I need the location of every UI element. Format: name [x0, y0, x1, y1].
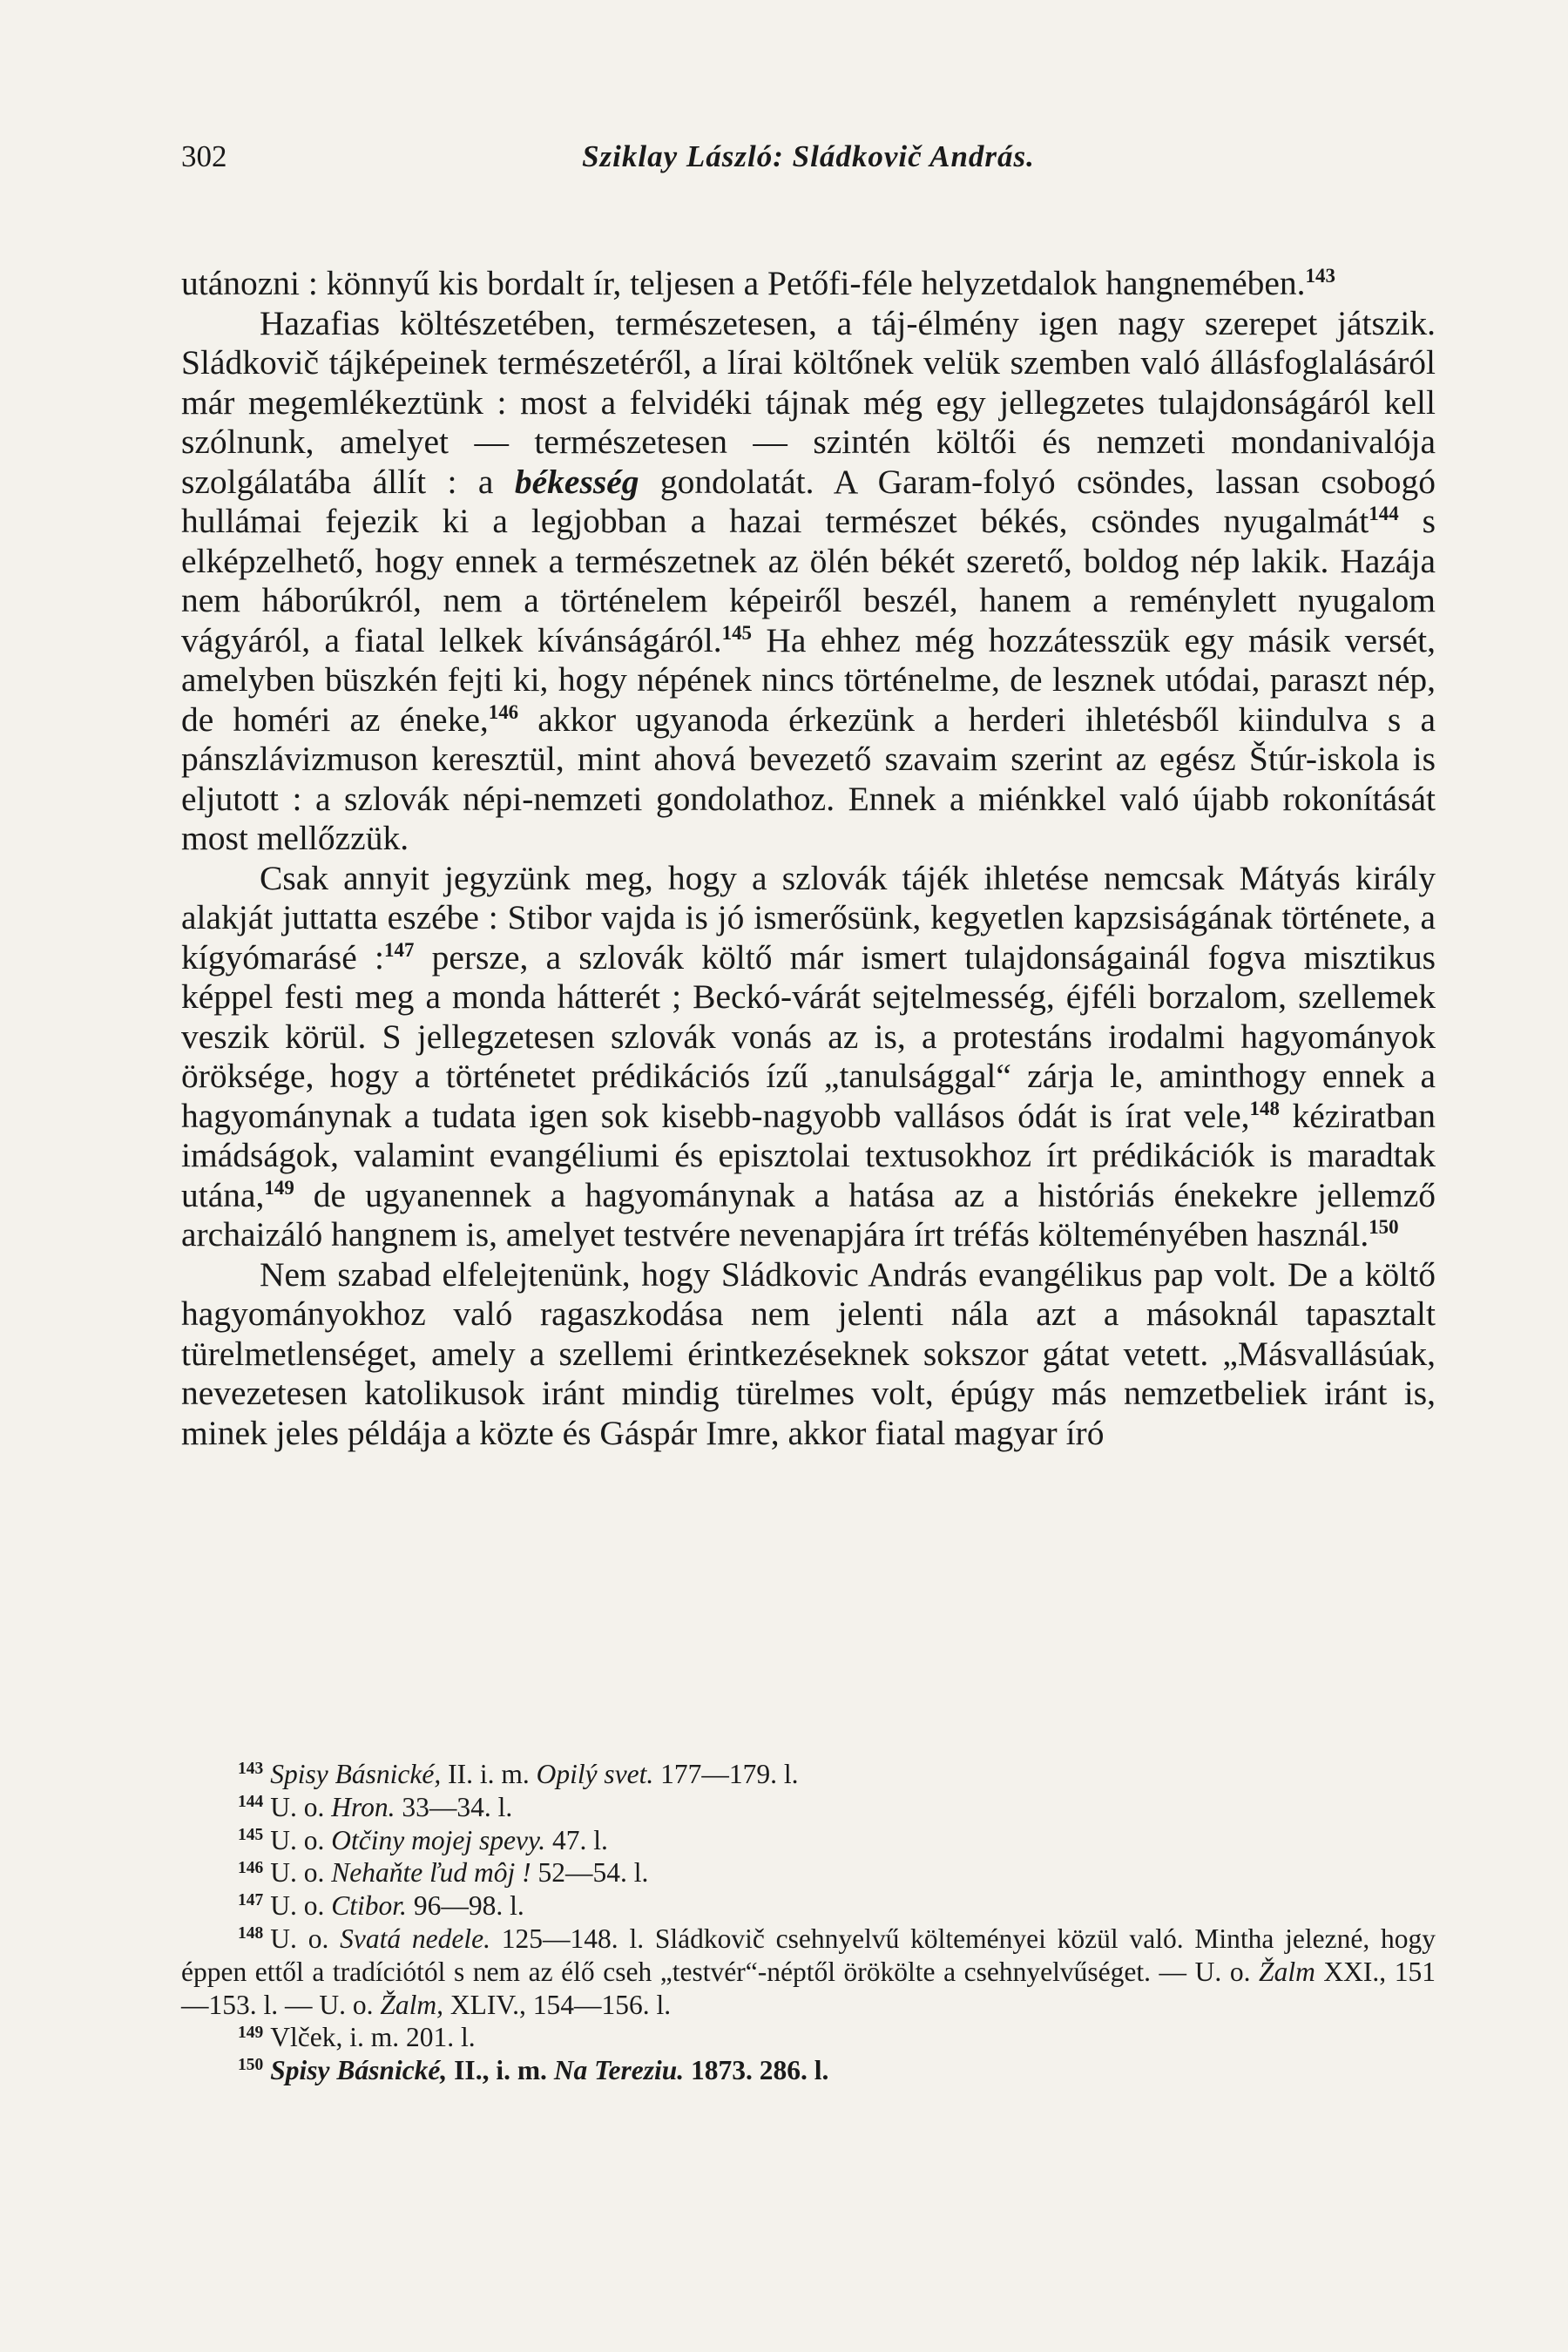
footnote-146 — [181, 1856, 1436, 1889]
footnote-145 — [181, 1824, 1436, 1857]
paragraph-text: utánozni : könnyű kis bordalt ír, teljesen a Petőfi-féle helyzetdalok hangnemében. — [181, 264, 1306, 302]
paragraph-4 — [181, 1255, 1436, 1454]
footnote-title: Žalm — [1259, 1956, 1315, 1987]
paragraph-1 — [181, 264, 1436, 304]
paragraph-text: s elképzelhető, hogy ennek a természetnek az ölén békét szerető, boldog nép lakik. Hazája nem háborúkról, nem a történelem képeiről beszél, hanem a reménylett nyugalom vágyáról, a fiatal lelkek kívánságáról. — [181, 502, 1436, 659]
footnote-text: XLIV., 154—156. l. — [443, 1989, 672, 2020]
footnote-text: U. o. — [270, 1824, 332, 1855]
paragraph-text: Hazafias költészetében, természetesen, a táj-élmény igen nagy szerepet játszik. Sládkovič tájképeinek természetéről, a lírai költőnek velük szemben való állásfoglalásáról már megemlékeztünk : most a felvidéki tájnak még egy jellegzetes tulajdonságáról kell szólnunk, amelyet — természetesen — szintén költői és nemzeti mondanivalója szolgálatába állít : a — [181, 303, 1436, 501]
footnote-147 — [181, 1889, 1436, 1923]
footnote-text: 125—148. l. Sládkovič csehnyelvű költeményei közül való. Mintha jelezné, hogy éppen ettől a tradíciótól s nem az élő cseh „testvér“-néptől örökölte a csehnyelvűséget. — U. o. — [181, 1923, 1436, 1987]
footnote-150 — [181, 2054, 1436, 2087]
footnote-144 — [181, 1791, 1436, 1824]
footnote-title: Ctibor. — [331, 1890, 407, 1922]
footnote-title: Nehaňte ľud môj ! — [331, 1857, 531, 1889]
page-number: 302 — [181, 139, 227, 173]
footnote-title: Žalm, — [380, 1989, 444, 2020]
footnote-ref-148: 148 — [1249, 1097, 1280, 1119]
footnote-title: Spisy Básnické, — [270, 2055, 448, 2086]
footnote-ref-145: 145 — [721, 621, 752, 644]
footnote-ref-150: 150 — [1369, 1215, 1399, 1238]
footnote-title: Hron. — [331, 1791, 395, 1822]
paragraph-text: Csak annyit jegyzünk meg, hogy a szlovák tájék ihletése nemcsak Mátyás király alakját juttatta eszébe : Stibor vajda is jó ismerősünk, kegyetlen kapzsiságának története, a kígyómarásé : — [181, 858, 1436, 977]
footnote-148 — [181, 1923, 1436, 2021]
footnote-text: 1873. 286. l. — [684, 2055, 829, 2086]
footnote-number: 143 — [238, 1760, 264, 1779]
footnote-ref-147: 147 — [384, 938, 415, 961]
footnote-ref-146: 146 — [488, 700, 519, 723]
footnote-title: Na Tereziu. — [553, 2055, 685, 2086]
paragraph-text: gondolatát. A Garam-folyó csöndes, lassan csobogó hullámai fejezik ki a legjobban a hazai természet békés, csöndes nyugalmát — [181, 462, 1436, 540]
footnote-text: U. o. — [270, 1857, 332, 1889]
footnote-text: U. o. — [270, 1890, 332, 1922]
footnote-number: 150 — [238, 2056, 264, 2075]
footnote-title: Spisy Básnické, — [270, 1759, 442, 1789]
footnote-number: 145 — [238, 1825, 264, 1844]
footnote-text: Vlček, i. m. 201. l. — [270, 2022, 476, 2053]
footnote-number: 149 — [238, 2023, 264, 2042]
paragraph-text: persze, a szlovák költő már ismert tulajdonságainál fogva misztikus képpel festi meg a monda hátterét ; Beckó-várát sejtelmesség, éjféli borzalom, szellemek veszik körül. S jellegzetesen szlovák vonás az is, a protestáns irodalmi hagyományok öröksége, hogy a történetet prédikációs ízű „tanulsággal“ zárja le, aminthogy ennek a hagyománynak a tudata igen sok kisebb-nagyobb vallásos ódát is írat vele, — [181, 937, 1436, 1135]
footnote-title: Svatá nedele. — [340, 1923, 490, 1954]
footnote-text: 52—54. l. — [531, 1857, 649, 1889]
footnote-149 — [181, 2021, 1436, 2054]
footnote-text: XXI., 151—153. l. — U. o. — [181, 1956, 1436, 2020]
footnote-title: Opilý svet. — [536, 1759, 654, 1789]
page-header — [181, 139, 1436, 192]
running-title: Sziklay László: Sládkovič András. — [582, 139, 1035, 173]
footnote-number: 148 — [238, 1924, 264, 1943]
footnote-text: U. o. — [270, 1791, 332, 1822]
footnote-text: II., i. m. — [447, 2055, 554, 2086]
footnote-number: 146 — [238, 1858, 264, 1877]
footnote-text: 33—34. l. — [395, 1791, 513, 1822]
footnote-number: 147 — [238, 1891, 264, 1910]
footnote-title: Otčiny mojej spevy. — [331, 1824, 546, 1855]
emphasis-text: békesség — [514, 462, 639, 501]
footnote-ref-144: 144 — [1369, 502, 1399, 524]
footnote-text: 47. l. — [545, 1824, 608, 1855]
body-text — [181, 264, 1436, 1453]
paragraph-text: kéziratban imádságok, valamint evangéliumi és episztolai textusokhoz írt prédikációk is maradtak utána, — [181, 1096, 1436, 1214]
footnote-number: 144 — [238, 1793, 264, 1812]
footnote-text: 177—179. l. — [653, 1759, 799, 1789]
paragraph-text: de ugyanennek a hagyománynak a hatása az a históriás énekekre jellemző archaizáló hangnem is, amelyet testvére nevenapjára írt tréfás költeményében használ. — [181, 1175, 1436, 1254]
footnote-ref-143: 143 — [1305, 264, 1335, 287]
paragraph-2 — [181, 304, 1436, 859]
footnotes — [181, 1758, 1436, 2087]
footnote-ref-149: 149 — [264, 1176, 294, 1199]
paragraph-3 — [181, 859, 1436, 1255]
footnote-text: U. o. — [270, 1923, 341, 1954]
paragraph-text: Nem szabad elfelejtenünk, hogy Sládkovic András evangélikus pap volt. De a költő hagyományokhoz való ragaszkodása nem jelenti nála azt a másoknál tapasztalt türelmetlenséget, amely a szellemi érintkezéseknek sokszor gátat vetett. „Másvallásúak, nevezetesen katolikusok iránt mindig türelmes volt, épúgy más nemzetbeliek iránt is, minek jeles példája a közte és Gáspár Imre, akkor fiatal magyar író — [181, 1254, 1436, 1452]
footnote-143 — [181, 1758, 1436, 1791]
footnote-text: 96—98. l. — [406, 1890, 524, 1922]
footnote-text: II. i. m. — [441, 1759, 537, 1789]
paragraph-text: akkor ugyanoda érkezünk a herderi ihletésből kiindulva s a pánszlávizmuson keresztül, mint ahová bevezető szavaim szerint az egész Štúr-iskola is eljutott : a szlovák népi-nemzeti gondolathoz. Ennek a miénkkel való újabb rokonítását most mellőzzük. — [181, 700, 1436, 857]
paragraph-text: Ha ehhez még hozzátesszük egy másik versét, amelyben büszkén fejti ki, hogy népének nincs történelme, de lesznek utódai, paraszt nép, de homéri az éneke, — [181, 620, 1436, 739]
